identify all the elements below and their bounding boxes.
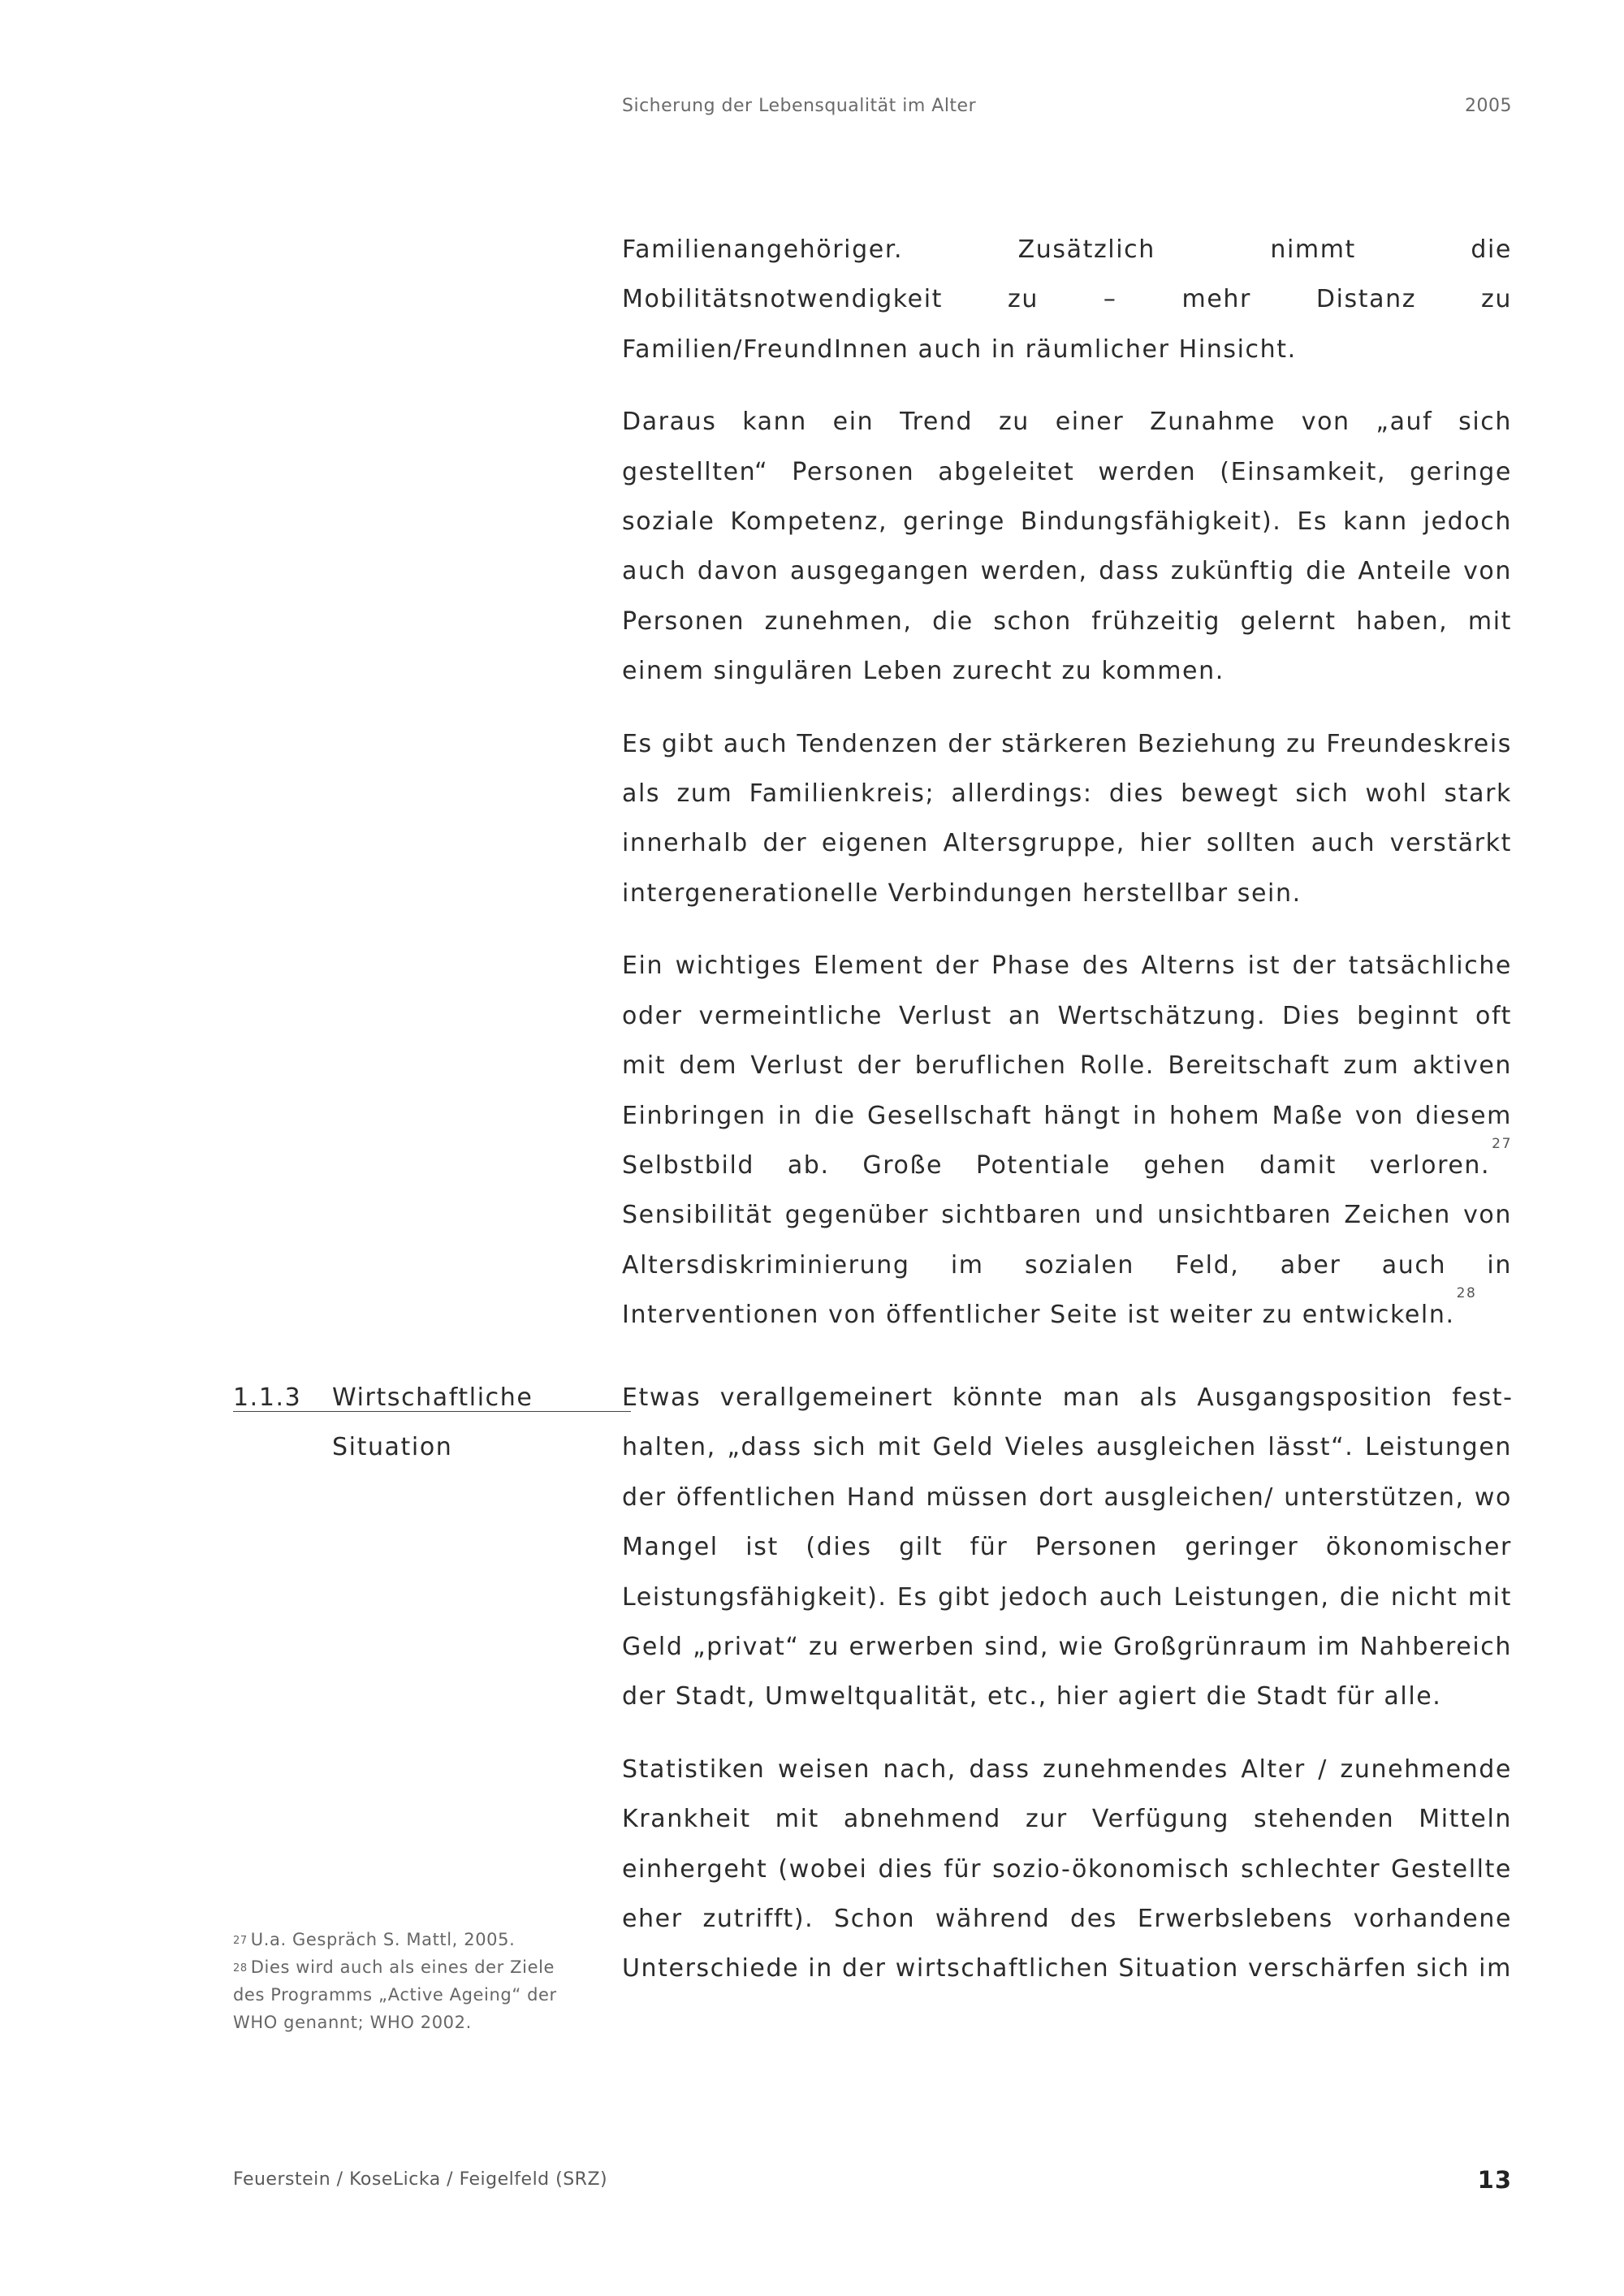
paragraph: Familienangehöriger. Zusätzlich nimmt die Mobilitätsnotwendigkeit zu – mehr Distanz zu Familien/FreundInnen auch in räumlicher Hinsicht. (622, 235, 1512, 364)
footnotes (233, 1926, 574, 2036)
body-text-block-social (622, 225, 1512, 1340)
paragraph: Etwas verallgemeinert könnte man als Ausgangsposition festhalten, „dass sich mit Geld Vieles ausgleichen lässt“. Leistungen der öffentlichen Hand müssen dort ausgleichen/ unterstützen, wo Mangel ist (dies gilt für Personen geringer ökonomischer Leistungsfähigkeit). Es gibt jedoch auch Leistungen, die nicht mit Geld „privat“ zu erwerben sind, wie Großgrünraum im Nahbereich der Stadt, Umweltqualität, etc., hier agiert die Stadt für alle. (622, 1383, 1512, 1711)
footnote-text: U.a. Gespräch S. Mattl, 2005. (250, 1930, 516, 1949)
page-footer (233, 2166, 1512, 2199)
section-title: Wirtschaftliche Situation (332, 1383, 533, 1462)
paragraph (622, 941, 1512, 1340)
paragraph: Daraus kann ein Trend zu einer Zunahme von „auf sich gestellten“ Personen abgeleitet werden (Einsamkeit, geringe soziale Kompetenz, geringe Bindungsfähigkeit). Es kann jedoch auch davon ausgegangen werden, dass zukünftig die Anteile von Personen zunehmen, die schon frühzeitig gelernt haben, mit einem singulären Leben zurecht zu kommen. (622, 408, 1512, 686)
page-number: 13 (1477, 2166, 1512, 2194)
section-number: 1.1.3 (233, 1383, 302, 1412)
running-header-year: 2005 (1465, 96, 1512, 116)
paragraph-text: Ein wichtiges Element der Phase des Alterns ist der tatsächliche oder vermeintliche Verlust an Wertschätzung. Dies beginnt oft mit dem Verlust der beruflichen Rolle. Bereitschaft zum aktiven Einbringen in die Gesellschaft hängt in hohem Maße von diesem Selbstbild ab. Große Potentiale gehen damit verloren. (622, 952, 1512, 1180)
footnote-reference[interactable]: 27 (1492, 1135, 1512, 1152)
paragraph: Es gibt auch Tendenzen der stärkeren Beziehung zu Freundeskreis als zum Familienkreis; allerdings: dies bewegt sich wohl stark innerhalb der eigenen Altersgruppe, hier sollten auch verstärkt intergenerationelle Verbindungen herstellbar sein. (622, 729, 1512, 908)
footnote-mark: 27 (233, 1935, 248, 1947)
paragraph-text: Sensibilität gegenüber sichtbaren und unsichtbaren Zeichen von Altersdiskriminierung im sozialen Feld, aber auch in Interventionen von öffentlicher Seite ist weiter zu entwickeln. (622, 1201, 1512, 1330)
section-heading-rule (233, 1411, 631, 1412)
running-header (622, 96, 1512, 122)
footnote-text: Dies wird auch als eines der Ziele des Programms „Active Ageing“ der WHO genannt; WHO 2002. (233, 1957, 557, 2032)
running-header-title: Sicherung der Lebensqualität im Alter (622, 96, 977, 116)
footer-authors: Feuerstein / KoseLicka / Feigelfeld (SRZ) (233, 2169, 608, 2190)
paragraph: Statistiken weisen nach, dass zunehmendes Alter / zunehmende Krankheit mit abnehmend zur Verfügung stehenden Mitteln einhergeht (wobei dies für sozio-ökonomisch schlechter Gestellte eher zutrifft). Schon während des Erwerbslebens vorhandene Unterschiede in der wirtschaftlichen Situation verschärfen sich im (622, 1754, 1512, 1983)
footnote (233, 1953, 574, 2036)
footnote-mark: 28 (233, 1962, 248, 1974)
body-text-block-economic (622, 1373, 1512, 1994)
footnote-reference[interactable]: 28 (1456, 1285, 1477, 1302)
footnote (233, 1926, 574, 1953)
